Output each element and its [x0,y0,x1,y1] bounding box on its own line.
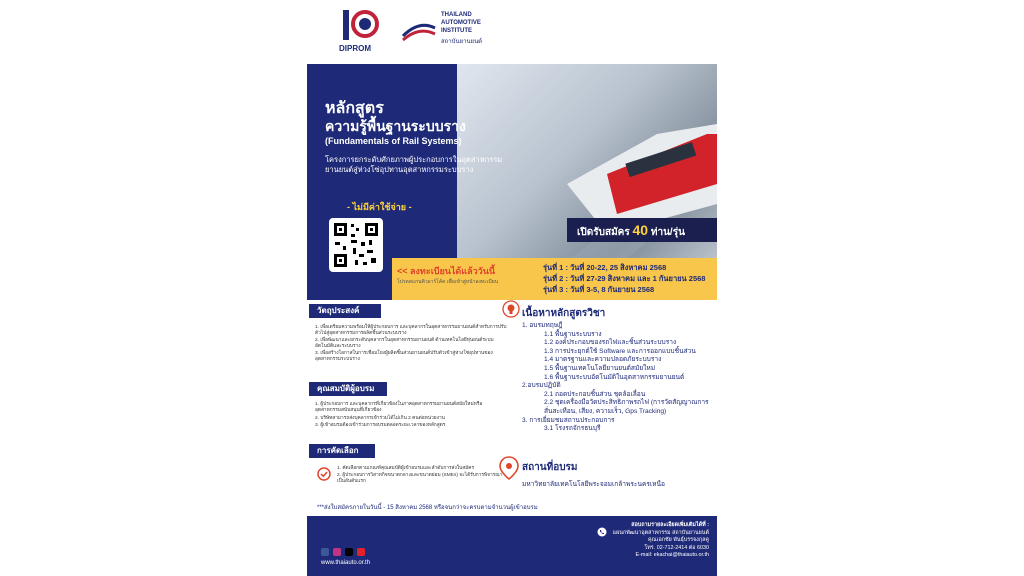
logo-row [307,0,717,64]
tai-line2: AUTOMOTIVE [441,20,481,26]
qualifications-heading: คุณสมบัติผู้อบรม [309,382,387,396]
contact-department: แผนกพัฒนาอุตสาหกรรม สถาบันยานยนต์ [612,529,709,536]
round-3: รุ่นที่ 3 : วันที่ 3-5, 8 กันยายน 2568 [543,285,655,294]
application-deadline-note: ***ส่งใบสมัครภายในวันนี้ - 15 สิงหาคม 2568 หรือจนกว่าจะครบตามจำนวนผู้เข้าอบรม [317,505,538,511]
objective-2: 2. เพื่อพัฒนาและยกระดับบุคลากรในอุตสาหกรรมยานยนต์ ด้านเทคโนโลยีหุ่นยนต์ระบบอัตโนมัติและระบบราง [315,338,494,350]
course-content-item: 2.อบรมปฏิบัติ [522,382,561,390]
capacity-number: 40 [632,222,649,238]
qualification-2: 2. บริษัทสามารถส่งบุคลากรเข้าร่วมได้ไม่เกิน 2 คนต่อหน่วยงาน [315,416,445,421]
course-content-item: 1.3 การประยุกต์ใช้ Software และการออกแบบชิ้นส่วน [544,347,696,355]
x-icon[interactable] [345,548,353,556]
objective-1: 1. เพื่อเตรียมความพร้อมให้ผู้ประกอบการ และบุคลากรในอุตสาหกรรมยานยนต์สำหรับการปรับตัวไปสู่อุตสาหกรรมการผลิตชิ้นส่วนระบบราง [315,325,507,337]
capacity-prefix: เปิดรับสมัคร [577,227,630,238]
contact-phone: โทร. 02-712-2414 ต่อ 6030 [644,544,709,551]
selection-2: 2. ผู้ประกอบการวิสาหกิจขนาดกลางและขนาดย่อม (SMEs) จะได้รับการพิจารณาเป็นอันดับแรก [337,473,503,485]
diprom-text: DIPROM [339,44,371,53]
instagram-icon[interactable] [333,548,341,556]
objective-3: 3. เพื่อสร้างโอกาสในการเชื่อมโยงผู้ผลิตชิ้นส่วนยานยนต์ปรับตัวเข้าสู่ห่วงโซ่อุปทานของอุตสาหกรรมระบบราง [315,351,493,363]
register-now[interactable]: << ลงทะเบียนได้แล้ววันนี้ [397,266,496,276]
round-1: รุ่นที่ 1 : วันที่ 20-22, 25 สิงหาคม 2568 [543,263,667,272]
contact-info [597,522,709,560]
capacity-suffix: ท่าน/รุ่น [650,227,685,238]
tai-line1: THAILAND [441,12,472,18]
course-content-item: 1.4 มาตรฐานและความปลอดภัยระบบราง [544,356,662,364]
contact-email[interactable]: E-mail: ekachai@thaiauto.or.th [635,552,709,558]
course-content-heading: เนื้อหาหลักสูตรวิชา [522,308,606,319]
course-content-item: 3.1 โรงรถจักรธนบุรี [544,425,601,433]
contact-heading: สอบถามรายละเอียดเพิ่มเติมได้ที่ : [631,522,709,528]
course-content-item: 1.5 พื้นฐานเทคโนโลยียานยนต์สมัยใหม่ [544,364,656,372]
venue-name: มหาวิทยาลัยเทคโนโลยีพระจอมเกล้าพระนครเหนือ [522,481,665,488]
capacity-banner [567,218,717,242]
location-pin-icon [499,456,519,484]
course-title-thai: ความรู้พื้นฐานระบบราง [325,118,466,134]
tai-line4: สถาบันยานยนต์ [441,39,483,45]
course-content-item: 1. อบรมทฤษฎี [522,322,563,329]
lightbulb-icon [502,300,520,322]
course-content-list [522,322,712,434]
venue-heading: สถานที่อบรม [522,462,578,473]
tai-logo [401,12,551,52]
course-content-item: 3. การเยี่ยมชมสถานประกอบการ [522,416,615,424]
course-content-item: 1.2 องค์ประกอบของรถไฟและชิ้นส่วนระบบราง [544,339,677,347]
check-circle-icon [317,466,331,485]
qualification-3: 3. ผู้เข้าอบรมต้องเข้าร่วมการอบรมตลอดระยะเวลาของหลักสูตร [315,423,446,428]
qualification-1: 1. ผู้ประกอบการ และบุคลากรที่เกี่ยวข้องในภาคอุตสาหกรรมยานยนต์สมัยใหม่หรืออุตสาหกรรมสนับสนุนที่เกี่ยวข้อง [315,402,483,414]
selection-heading: การคัดเลือก [309,444,375,458]
youtube-icon[interactable] [357,548,365,556]
facebook-icon[interactable] [321,548,329,556]
course-label: หลักสูตร [325,100,384,117]
tai-line3: INSTITUTE [441,28,472,34]
course-content-item: 2.1 ถอดประกอบชิ้นส่วน ชุดล้อเลื่อน [544,390,646,398]
website-link[interactable]: www.thaiauto.or.th [321,560,371,566]
selection-1: 1. คัดเลือกตามเกณฑ์คุณสมบัติผู้เข้าอบรมและลำดับการส่งใบสมัคร [337,466,475,471]
diprom-logo [337,6,381,53]
course-content-item: 1.1 พื้นฐานระบบราง [544,330,602,338]
objectives-heading: วัตถุประสงค์ [309,304,381,318]
free-of-charge: - ไม่มีค่าใช้จ่าย - [347,202,412,212]
round-2: รุ่นที่ 2 : วันที่ 27-29 สิงหาคม และ 1 กันยายน 2568 [543,274,706,283]
contact-person: คุณเอกชัย พันธุ์บรรจงกุลคู [648,537,709,543]
qr-code[interactable] [329,218,383,272]
register-hint: โปรดสแกนคิวอาร์โค้ด เพื่อเข้าสู่หน้าลงทะเบียน [397,279,499,285]
project-description: โครงการยกระดับศักยภาพผู้ประกอบการในอุตสาหกรรมยานยนต์สู่ห่วงโซ่อุปทานอุตสาหกรรมระบบราง [325,155,503,174]
poster [307,0,717,576]
course-content-item: 2.2 ชุดเครื่องมือวัดประสิทธิภาพรถไฟ (การวัดสัญญาณการสั่นสะเทือน, เสียง, ความเร็ว, Gps Tracking) [544,399,709,415]
course-title-english: (Fundamentals of Rail Systems) [325,136,462,146]
course-content-item: 1.6 พื้นฐานระบบอัตโนมัติในอุตสาหกรรมยานยนต์ [544,373,685,381]
